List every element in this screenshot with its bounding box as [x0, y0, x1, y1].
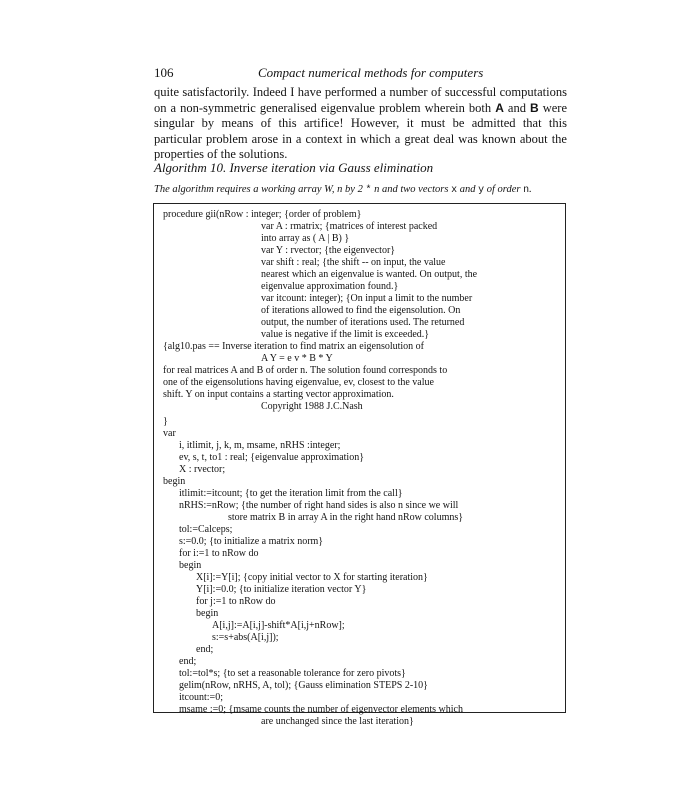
code-line: Y[i]:=0.0; {to initialize iteration vector Y} [196, 584, 367, 595]
code-line: procedure gii(nRow : integer; {order of problem} [163, 209, 362, 220]
code-listing-box [153, 203, 566, 727]
paragraph-text-2: and [503, 100, 530, 115]
code-line: begin [196, 608, 219, 619]
code-line: end; [196, 644, 214, 655]
code-line: nRHS:=nRow; {the number of right hand sides is also n since we will [179, 500, 459, 511]
code-line: shift. Y on input contains a starting vector approximation. [163, 389, 394, 400]
algorithm-title: Algorithm 10. Inverse iteration via Gauss elimination [154, 160, 434, 175]
code-line: value is negative if the limit is exceeded.} [261, 329, 430, 340]
code-line: s:=s+abs(A[i,j]); [212, 632, 279, 643]
code-line: tol:=Calceps; [179, 524, 233, 535]
code-line: eigenvalue approximation found.} [261, 281, 399, 292]
code-line: s:=0.0; {to initialize a matrix norm} [179, 536, 324, 547]
code-line: nearest which an eigenvalue is wanted. On output, the [261, 269, 478, 280]
code-line: i, itlimit, j, k, m, msame, nRHS :integer; [179, 440, 341, 451]
desc-and: and [457, 184, 479, 195]
code-line: {alg10.pas == Inverse iteration to find matrix an eigensolution of [163, 341, 425, 352]
desc-n: n [523, 185, 530, 196]
body-paragraph [154, 85, 567, 163]
code-line: A Y = e v * B * Y [261, 353, 333, 364]
page-number: 106 [154, 65, 174, 80]
desc-text-2: n and two vectors [371, 184, 452, 195]
code-line: } [163, 416, 168, 427]
desc-text-1: The algorithm requires a working array W, n by 2 [154, 184, 366, 195]
code-line: msame :=0; {msame counts the number of eigenvector elements which [179, 704, 463, 715]
code-line: begin [179, 560, 202, 571]
code-line: var [163, 428, 176, 439]
code-line: store matrix B in array A in the right hand nRow columns} [228, 512, 464, 523]
desc-x: x [451, 185, 458, 196]
code-line: into array as ( A | B) } [261, 233, 350, 244]
code-line: var shift : real; {the shift -- on input, the value [261, 257, 446, 268]
code-line: tol:=tol*s; {to set a reasonable tolerance for zero pivots} [179, 668, 406, 679]
code-line: end; [179, 656, 197, 667]
code-line: of iterations allowed to find the eigensolution. On [261, 305, 461, 316]
paragraph-text-3: were singular by means of this artifice! However, it must be admitted that this particular problem arose in a context in which a great deal was known about the properties of the solutions. [154, 100, 567, 162]
code-line: output, the number of iterations used. The returned [261, 317, 465, 328]
running-title: Compact numerical methods for computers [258, 65, 484, 80]
algorithm-description [154, 184, 532, 196]
code-line: for j:=1 to nRow do [196, 596, 276, 607]
code-line: are unchanged since the last iteration} [261, 716, 414, 727]
code-line: X[i]:=Y[i]; {copy initial vector to X for starting iteration} [196, 572, 428, 583]
code-line: Copyright 1988 J.C.Nash [261, 401, 363, 412]
code-line: begin [163, 476, 186, 487]
code-line: X : rvector; [179, 464, 226, 475]
code-line: A[i,j]:=A[i,j]-shift*A[i,j+nRow]; [212, 620, 345, 631]
desc-text-3: of order [484, 184, 524, 195]
code-line: var itcount: integer); {On input a limit to the number [261, 293, 473, 304]
code-line: one of the eigensolutions having eigenvalue, ev, closest to the value [163, 377, 434, 388]
code-line: var A : rmatrix; {matrices of interest packed [261, 221, 438, 232]
desc-star: * [365, 185, 372, 196]
code-line: for real matrices A and B of order n. The solution found corresponds to [163, 365, 448, 376]
code-line: ev, s, t, to1 : real; {eigenvalue approximation} [179, 452, 365, 463]
code-line: itcount:=0; [179, 692, 223, 703]
matrix-a-symbol: A [495, 100, 504, 115]
matrix-b-symbol: B [530, 100, 539, 115]
code-line: itlimit:=itcount; {to get the iteration limit from the call} [179, 488, 403, 499]
code-line: for i:=1 to nRow do [179, 548, 259, 559]
code-line: var Y : rvector; {the eigenvector} [261, 245, 396, 256]
paragraph-text-1: quite satisfactorily. Indeed I have performed a number of successful computations on a non-symmetric generalised eigenvalue problem wherein both [154, 85, 567, 115]
desc-y: y [478, 185, 485, 196]
desc-end: . [529, 184, 532, 195]
code-line: gelim(nRow, nRHS, A, tol); {Gauss elimination STEPS 2-10} [179, 680, 428, 691]
